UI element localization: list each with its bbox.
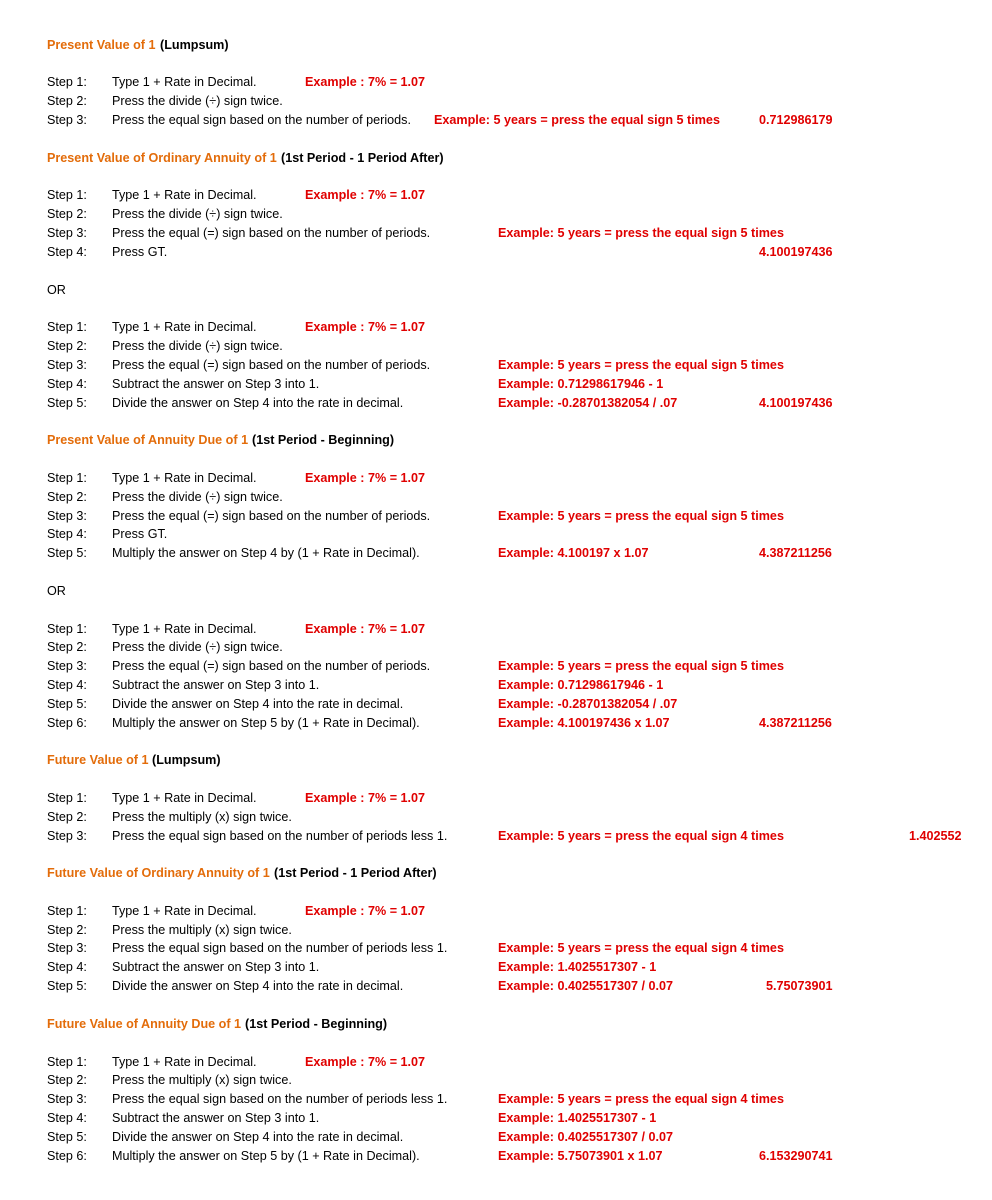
- step-row: [0, 1109, 992, 1128]
- section-qualifier: (1st Period - 1 Period After): [274, 866, 437, 880]
- section-title: Present Value of 1: [47, 38, 156, 52]
- section-title: Present Value of Ordinary Annuity of 1: [47, 151, 277, 165]
- step-row: [0, 507, 992, 526]
- step-label: Step 1:: [47, 188, 87, 202]
- step-example: Example: 1.4025517307 - 1: [498, 960, 657, 974]
- step-example: Example: 5 years = press the equal sign 4 times: [498, 829, 784, 843]
- step-description: Type 1 + Rate in Decimal.: [112, 188, 257, 202]
- section-qualifier: (1st Period - Beginning): [252, 433, 395, 447]
- step-example: Example : 7% = 1.07: [305, 622, 426, 636]
- step-row: [0, 789, 992, 808]
- step-label: Step 3:: [47, 113, 87, 127]
- step-answer: 1.402552: [909, 829, 962, 843]
- step-description: Press the equal sign based on the number of periods.: [112, 113, 411, 127]
- section-heading: [0, 751, 992, 770]
- step-label: Step 3:: [47, 358, 87, 372]
- or-separator: [0, 582, 992, 601]
- step-row: [0, 525, 992, 544]
- step-row: [0, 676, 992, 695]
- step-row: [0, 375, 992, 394]
- step-label: Step 3:: [47, 941, 87, 955]
- step-answer: 4.387211256: [759, 546, 832, 560]
- step-description: Press the equal (=) sign based on the number of periods.: [112, 358, 431, 372]
- step-example: Example: 5 years = press the equal sign 4 times: [498, 941, 784, 955]
- step-description: Press the multiply (x) sign twice.: [112, 1073, 292, 1087]
- step-row: [0, 620, 992, 639]
- step-row: [0, 977, 992, 996]
- step-example: Example : 7% = 1.07: [305, 75, 426, 89]
- step-description: Subtract the answer on Step 3 into 1.: [112, 377, 320, 391]
- section-qualifier: (1st Period - 1 Period After): [281, 151, 444, 165]
- step-example: Example: 5 years = press the equal sign 5 times: [434, 113, 720, 127]
- step-row: [0, 337, 992, 356]
- section-qualifier: (Lumpsum): [152, 753, 221, 767]
- step-label: Step 5:: [47, 979, 87, 993]
- step-label: Step 2:: [47, 1073, 87, 1087]
- step-description: Type 1 + Rate in Decimal.: [112, 471, 257, 485]
- step-description: Multiply the answer on Step 5 by (1 + Rate in Decimal).: [112, 1149, 420, 1163]
- step-label: Step 1:: [47, 471, 87, 485]
- step-description: Multiply the answer on Step 4 by (1 + Rate in Decimal).: [112, 546, 420, 560]
- step-row: [0, 469, 992, 488]
- or-label: OR: [47, 283, 66, 297]
- step-label: Step 1:: [47, 75, 87, 89]
- step-row: [0, 205, 992, 224]
- step-label: Step 2:: [47, 490, 87, 504]
- step-row: [0, 808, 992, 827]
- step-row: [0, 488, 992, 507]
- step-description: Press the equal sign based on the number of periods less 1.: [112, 941, 448, 955]
- step-row: [0, 1071, 992, 1090]
- step-label: Step 4:: [47, 245, 87, 259]
- step-description: Press the divide (÷) sign twice.: [112, 207, 283, 221]
- step-example: Example: -0.28701382054 / .07: [498, 697, 678, 711]
- step-label: Step 6:: [47, 1149, 87, 1163]
- step-description: Press the equal (=) sign based on the number of periods.: [112, 226, 431, 240]
- step-label: Step 4:: [47, 527, 87, 541]
- step-row: [0, 1053, 992, 1072]
- step-description: Type 1 + Rate in Decimal.: [112, 622, 257, 636]
- step-label: Step 1:: [47, 904, 87, 918]
- step-example: Example : 7% = 1.07: [305, 188, 426, 202]
- step-row: [0, 224, 992, 243]
- step-example: Example: 5 years = press the equal sign 5 times: [498, 226, 784, 240]
- section-heading: [0, 149, 992, 168]
- step-description: Type 1 + Rate in Decimal.: [112, 320, 257, 334]
- step-row: [0, 638, 992, 657]
- step-row: [0, 939, 992, 958]
- step-description: Type 1 + Rate in Decimal.: [112, 1055, 257, 1069]
- step-example: Example: 0.4025517307 / 0.07: [498, 979, 674, 993]
- step-example: Example : 7% = 1.07: [305, 320, 426, 334]
- step-label: Step 3:: [47, 226, 87, 240]
- or-separator: [0, 281, 992, 300]
- step-label: Step 2:: [47, 640, 87, 654]
- step-row: [0, 92, 992, 111]
- step-example: Example: 4.100197 x 1.07: [498, 546, 649, 560]
- step-answer: 5.75073901: [766, 979, 833, 993]
- step-example: Example: 0.71298617946 - 1: [498, 678, 664, 692]
- step-example: Example : 7% = 1.07: [305, 1055, 426, 1069]
- step-description: Press the multiply (x) sign twice.: [112, 810, 292, 824]
- step-label: Step 3:: [47, 1092, 87, 1106]
- step-label: Step 2:: [47, 207, 87, 221]
- step-label: Step 3:: [47, 509, 87, 523]
- step-label: Step 5:: [47, 1130, 87, 1144]
- step-label: Step 2:: [47, 339, 87, 353]
- step-row: [0, 1147, 992, 1166]
- step-description: Press the divide (÷) sign twice.: [112, 94, 283, 108]
- step-row: [0, 902, 992, 921]
- step-label: Step 4:: [47, 1111, 87, 1125]
- section-heading: [0, 431, 992, 450]
- step-description: Press the equal (=) sign based on the number of periods.: [112, 509, 431, 523]
- step-example: Example: 5 years = press the equal sign 5 times: [498, 659, 784, 673]
- section-qualifier: (1st Period - Beginning): [245, 1017, 388, 1031]
- step-row: [0, 958, 992, 977]
- step-label: Step 5:: [47, 546, 87, 560]
- section-heading: [0, 864, 992, 883]
- step-row: [0, 544, 992, 563]
- step-example: Example: 0.71298617946 - 1: [498, 377, 664, 391]
- step-row: [0, 714, 992, 733]
- step-example: Example : 7% = 1.07: [305, 904, 426, 918]
- step-label: Step 3:: [47, 829, 87, 843]
- step-label: Step 1:: [47, 320, 87, 334]
- step-description: Press GT.: [112, 527, 168, 541]
- step-description: Type 1 + Rate in Decimal.: [112, 904, 257, 918]
- step-label: Step 2:: [47, 810, 87, 824]
- step-row: [0, 657, 992, 676]
- step-description: Divide the answer on Step 4 into the rate in decimal.: [112, 396, 404, 410]
- step-example: Example: 5.75073901 x 1.07: [498, 1149, 663, 1163]
- step-row: [0, 921, 992, 940]
- step-row: [0, 356, 992, 375]
- step-description: Press the divide (÷) sign twice.: [112, 490, 283, 504]
- step-row: [0, 73, 992, 92]
- step-example: Example: -0.28701382054 / .07: [498, 396, 678, 410]
- section-title: Future Value of Annuity Due of 1: [47, 1017, 242, 1031]
- step-example: Example: 1.4025517307 - 1: [498, 1111, 657, 1125]
- step-answer: 4.100197436: [759, 245, 833, 259]
- step-label: Step 5:: [47, 396, 87, 410]
- step-row: [0, 695, 992, 714]
- step-answer: 4.100197436: [759, 396, 833, 410]
- step-label: Step 1:: [47, 622, 87, 636]
- step-label: Step 2:: [47, 923, 87, 937]
- step-description: Subtract the answer on Step 3 into 1.: [112, 960, 320, 974]
- step-description: Divide the answer on Step 4 into the rate in decimal.: [112, 979, 404, 993]
- step-row: [0, 1128, 992, 1147]
- step-description: Press the equal (=) sign based on the number of periods.: [112, 659, 431, 673]
- step-example: Example: 5 years = press the equal sign 5 times: [498, 509, 784, 523]
- section-title: Future Value of 1: [47, 753, 149, 767]
- section-heading: [0, 1015, 992, 1034]
- step-description: Press the divide (÷) sign twice.: [112, 339, 283, 353]
- section-title: Present Value of Annuity Due of 1: [47, 433, 249, 447]
- step-label: Step 1:: [47, 791, 87, 805]
- step-label: Step 6:: [47, 716, 87, 730]
- step-row: [0, 318, 992, 337]
- section-heading: [0, 36, 992, 55]
- step-label: Step 1:: [47, 1055, 87, 1069]
- step-label: Step 3:: [47, 659, 87, 673]
- step-example: Example: 0.4025517307 / 0.07: [498, 1130, 674, 1144]
- step-description: Subtract the answer on Step 3 into 1.: [112, 678, 320, 692]
- step-row: [0, 827, 992, 846]
- step-label: Step 4:: [47, 960, 87, 974]
- step-row: [0, 1090, 992, 1109]
- step-description: Press the equal sign based on the number of periods less 1.: [112, 829, 448, 843]
- step-description: Press the divide (÷) sign twice.: [112, 640, 283, 654]
- step-example: Example : 7% = 1.07: [305, 791, 426, 805]
- step-answer: 6.153290741: [759, 1149, 833, 1163]
- step-label: Step 4:: [47, 678, 87, 692]
- step-description: Divide the answer on Step 4 into the rate in decimal.: [112, 1130, 404, 1144]
- step-example: Example: 5 years = press the equal sign 5 times: [498, 358, 784, 372]
- step-description: Divide the answer on Step 4 into the rate in decimal.: [112, 697, 404, 711]
- step-description: Press GT.: [112, 245, 168, 259]
- step-description: Press the multiply (x) sign twice.: [112, 923, 292, 937]
- step-description: Type 1 + Rate in Decimal.: [112, 791, 257, 805]
- step-description: Type 1 + Rate in Decimal.: [112, 75, 257, 89]
- step-row: [0, 111, 992, 130]
- step-label: Step 4:: [47, 377, 87, 391]
- step-description: Subtract the answer on Step 3 into 1.: [112, 1111, 320, 1125]
- step-answer: 4.387211256: [759, 716, 832, 730]
- step-row: [0, 186, 992, 205]
- step-description: Press the equal sign based on the number of periods less 1.: [112, 1092, 448, 1106]
- section-qualifier: (Lumpsum): [160, 38, 229, 52]
- step-label: Step 5:: [47, 697, 87, 711]
- step-label: Step 2:: [47, 94, 87, 108]
- step-row: [0, 394, 992, 413]
- or-label: OR: [47, 584, 66, 598]
- step-row: [0, 243, 992, 262]
- step-example: Example: 5 years = press the equal sign 4 times: [498, 1092, 784, 1106]
- step-example: Example: 4.100197436 x 1.07: [498, 716, 670, 730]
- step-description: Multiply the answer on Step 5 by (1 + Rate in Decimal).: [112, 716, 420, 730]
- section-title: Future Value of Ordinary Annuity of 1: [47, 866, 270, 880]
- step-answer: 0.712986179: [759, 113, 833, 127]
- step-example: Example : 7% = 1.07: [305, 471, 426, 485]
